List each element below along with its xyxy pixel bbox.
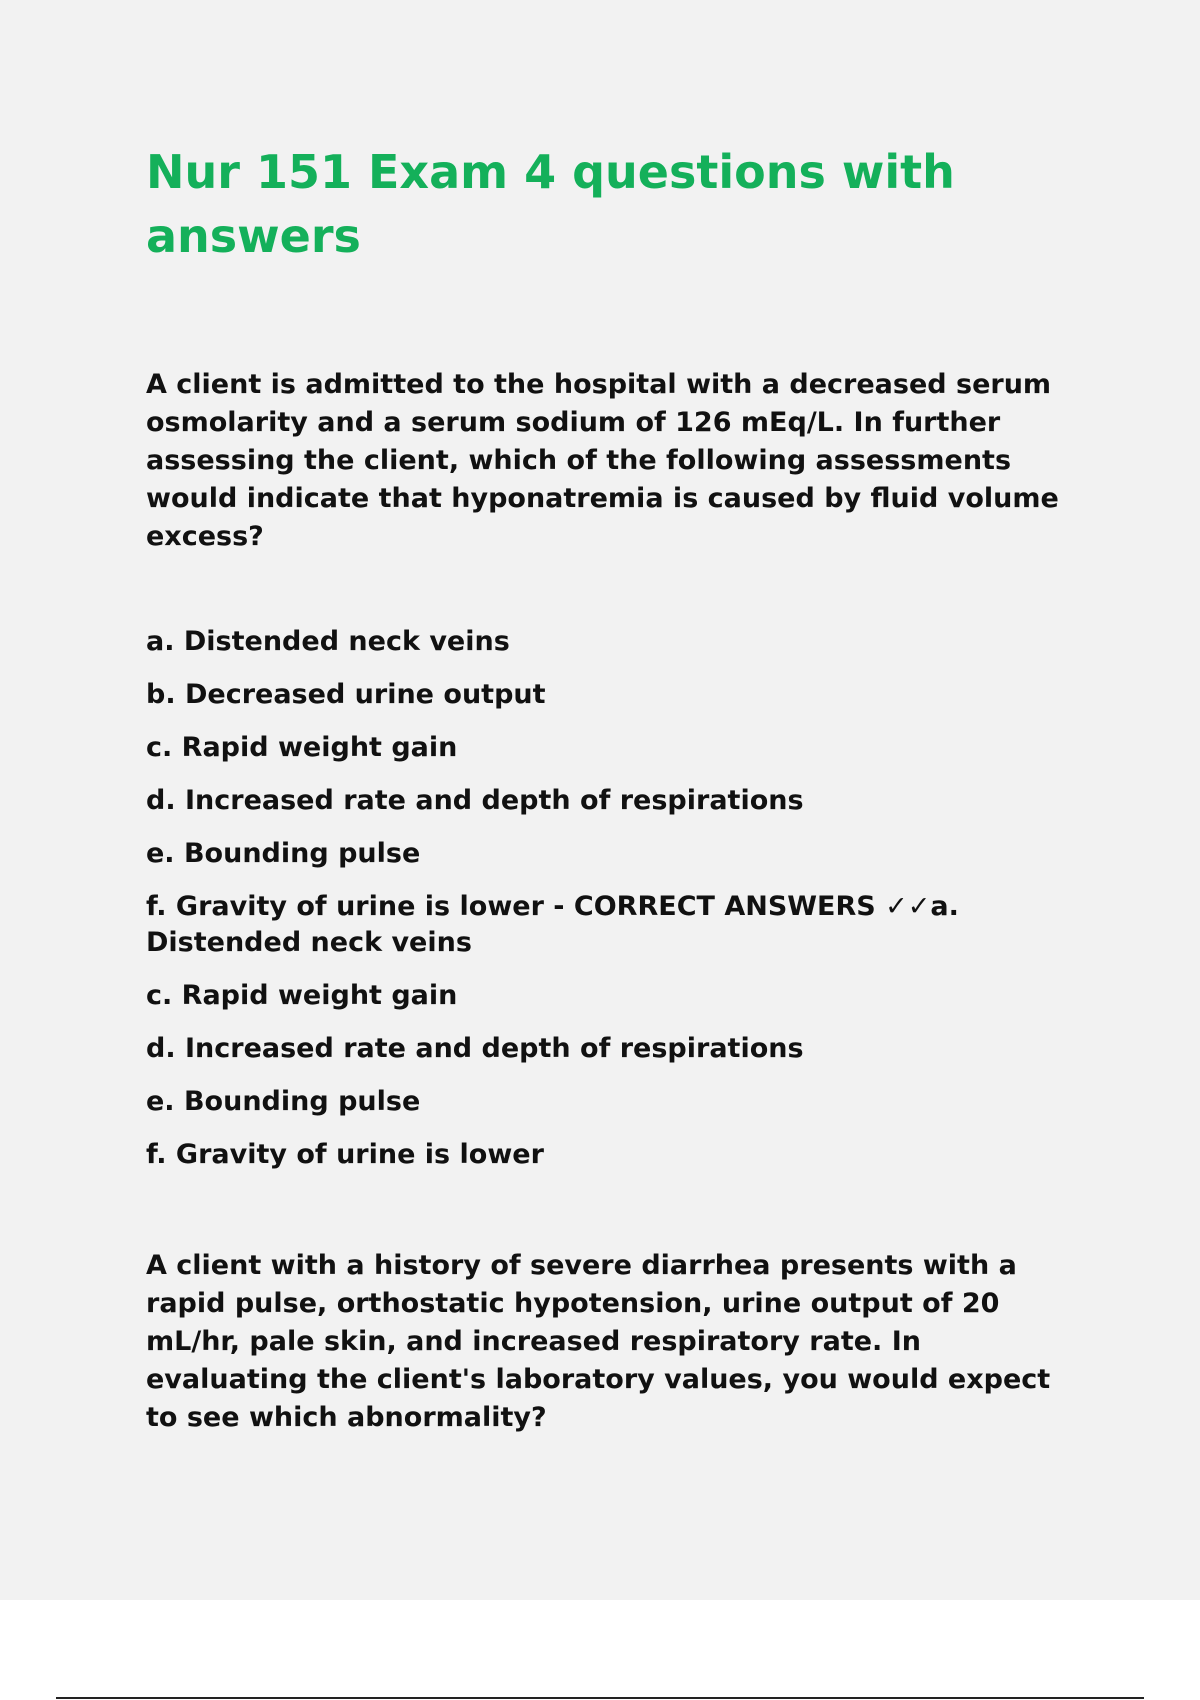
answer-f: f. Gravity of urine is lower <box>146 1139 544 1170</box>
option-f-correct-answers: f. Gravity of urine is lower - CORRECT ANSWERS ✓✓a. Distended neck veins <box>146 891 959 958</box>
option-a: a. Distended neck veins <box>146 626 510 657</box>
answer-options <box>146 624 1086 1173</box>
answer-e: e. Bounding pulse <box>146 1086 421 1117</box>
option-b: b. Decreased urine output <box>146 679 546 710</box>
answer-d: d. Increased rate and depth of respirations <box>146 1033 804 1064</box>
option-d: d. Increased rate and depth of respirations <box>146 785 804 816</box>
answer-c: c. Rapid weight gain <box>146 980 458 1011</box>
page-divider <box>56 1697 1144 1699</box>
question-2: A client with a history of severe diarrhea presents with a rapid pulse, orthostatic hypotension, urine output of 20 mL/hr, pale skin, and increased respiratory rate. In evaluating the client's laboratory values, you would expect to see which abnormality? <box>146 1250 1051 1433</box>
question-1: A client is admitted to the hospital with a decreased serum osmolarity and a serum sodium of 126 mEq/L. In further assessing the client, which of the following assessments would indicate that hyponatremia is caused by fluid volume excess? <box>146 369 1059 552</box>
option-c: c. Rapid weight gain <box>146 732 458 763</box>
document-title: Nur 151 Exam 4 questions with answers <box>146 145 955 263</box>
option-e: e. Bounding pulse <box>146 838 421 869</box>
content-column <box>146 140 1086 1437</box>
